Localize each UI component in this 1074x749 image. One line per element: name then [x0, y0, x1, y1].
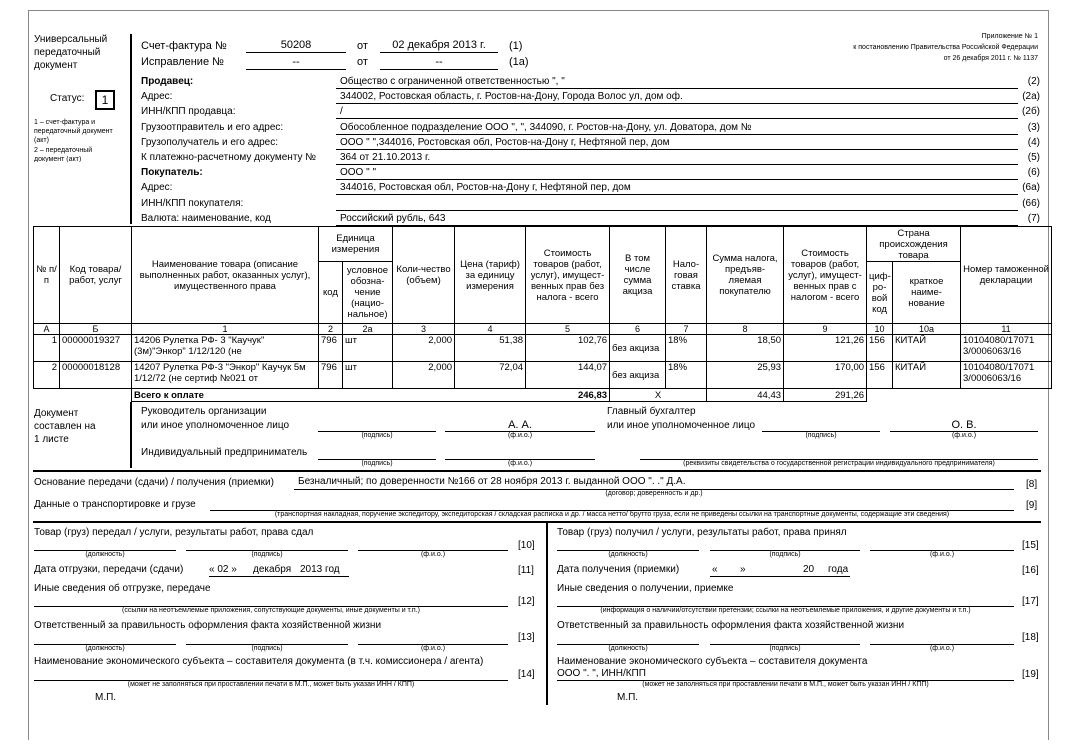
ship-day: « 02 » [209, 564, 237, 575]
status-note-1b: передаточный документ [34, 128, 113, 135]
party-label: Адрес: [141, 91, 173, 102]
right-other-caption: (информация о наличии/отсутствии претензии; ссылки на неотъемлемые приложения, и другие документы и т.п.) [600, 607, 971, 614]
column-number: Б [60, 324, 132, 335]
party-ref: (5) [1027, 152, 1040, 163]
th-unit: Единица измерения [319, 227, 393, 262]
status-value: 1 [95, 90, 115, 110]
left-entity-ref: [14] [518, 669, 535, 680]
transport-ref: [9] [1026, 500, 1038, 511]
left-resp-pos-caption: (должность) [85, 645, 125, 652]
th-qty: Коли-чество (объем) [393, 227, 455, 324]
correction-date: -- [435, 56, 443, 68]
status-note-1a: 1 – счет-фактура и [34, 119, 96, 126]
column-number: 8 [707, 324, 784, 335]
cell-unit-code: 796 [319, 335, 343, 362]
th-tax: Сумма налога, предъяв-ляемая покупателю [707, 227, 784, 324]
th-price: Цена (тариф) за единицу измерения [455, 227, 526, 324]
left-border [28, 10, 29, 740]
recv-year-value: 20 [803, 564, 815, 575]
th-country-code: циф-ро-вой код [867, 262, 893, 324]
cell-excise: без акциза [610, 335, 666, 362]
received-ref: [15] [1022, 540, 1039, 551]
right-resp-name-caption: (ф.и.о.) [929, 645, 955, 652]
recv-date-label: Дата получения (приемки) [557, 564, 680, 575]
cell-unit-name: шт [343, 362, 393, 389]
head-label-2: или иное уполномоченное лицо [141, 420, 290, 431]
party-ref: (66) [1022, 198, 1040, 209]
th-unit-name: условное обозна-чение (нацио-нальное) [343, 262, 393, 324]
party-ref: (6а) [1022, 182, 1040, 193]
column-number: 10а [893, 324, 961, 335]
cell-total: 170,00 [784, 362, 867, 389]
correction-label: Исправление № [141, 56, 224, 68]
ship-date-label: Дата отгрузки, передачи (сдачи) [34, 564, 184, 575]
party-value: / [340, 106, 343, 117]
column-number: 11 [961, 324, 1052, 335]
recv-year-label: года [828, 564, 849, 575]
right-resp-ref: [18] [1022, 632, 1039, 643]
left-other-caption: (ссылки на неотъемлемые приложения, сопутствующие документы, иные документы и т.п.) [121, 607, 420, 614]
chief-acc-label-1: Главный бухгалтер [607, 406, 696, 417]
right-entity-ref: [19] [1022, 669, 1039, 680]
party-label: Адрес: [141, 182, 173, 193]
total-excise: Х [610, 389, 707, 402]
left-other-ref: [12] [518, 596, 535, 607]
top-border [28, 10, 1048, 11]
goods-table [33, 226, 1052, 402]
column-number: А [34, 324, 60, 335]
party-label: Валюта: наименование, код [141, 213, 271, 224]
ship-month: декабря [253, 564, 292, 575]
cell-country-code: 156 [867, 362, 893, 389]
party-ref: (2б) [1022, 106, 1040, 117]
doc-sheets-3: 1 листе [34, 434, 69, 445]
handed-label: Товар (груз) передал / услуги, результаты работ, права сдал [34, 527, 314, 538]
appendix-line3: от 26 декабря 2011 г. № 1137 [943, 55, 1038, 62]
left-resp-label: Ответственный за правильность оформления факта хозяйственной жизни [34, 620, 382, 631]
cell-qty: 2,000 [393, 362, 455, 389]
cell-cost: 144,07 [526, 362, 610, 389]
handed-pos-caption: (должность) [85, 551, 125, 558]
cell-code: 00000019327 [60, 335, 132, 362]
th-excise: В том числе сумма акциза [610, 227, 666, 324]
doc-sheets-2: составлен на [34, 421, 96, 432]
table-row [34, 362, 1052, 389]
cell-no: 1 [34, 335, 60, 362]
handed-ref: [10] [518, 540, 535, 551]
th-rate: Нало-говая ставка [666, 227, 707, 324]
appendix-line1: Приложение № 1 [981, 33, 1038, 40]
right-entity-caption: (может не заполняться при проставлении печати в М.П., может быть указан ИНН / КПП) [642, 681, 929, 688]
total-row [34, 389, 1052, 402]
invoice-from-label: от [357, 40, 368, 52]
table-row [34, 335, 1052, 362]
left-other-label: Иные сведения об отгрузке, передаче [34, 583, 211, 594]
party-value: 344002, Ростовская область, г. Ростов-на-Дону, Городa Волос ул, дом оф. [340, 91, 683, 102]
cell-cost: 102,76 [526, 335, 610, 362]
cell-qty: 2,000 [393, 335, 455, 362]
th-country-name: краткое наиме-нование [893, 262, 961, 324]
received-name-caption: (ф.и.о.) [929, 551, 955, 558]
recv-date-line[interactable] [710, 576, 850, 577]
left-resp-ref: [13] [518, 632, 535, 643]
entrepreneur-label: Индивидуальный предприниматель [141, 447, 308, 458]
header-separator [130, 34, 132, 224]
entrepreneur-name-caption: (ф.и.о.) [507, 460, 533, 467]
party-value: 344016, Ростовская обл, Ростов-на-Дону г, Нефтяной пер, дом [340, 182, 631, 193]
correction-ref: (1а) [509, 56, 529, 68]
received-label: Товар (груз) получил / услуги, результаты работ, права принял [557, 527, 847, 538]
cell-country-name: КИТАЙ [893, 362, 961, 389]
basis-ref: [8] [1026, 479, 1038, 490]
cell-customs: 10104080/17071 3/0006063/16 [961, 335, 1052, 362]
cell-name: 14207 Рулетка РФ-3 "Энкор" Каучук 5м 1/12/72 (не сертиф №021 от [132, 362, 319, 389]
status-note-2b: документ (акт) [34, 156, 82, 162]
recv-day-close: » [740, 564, 746, 575]
received-sign-caption: (подпись) [769, 551, 801, 558]
invoice-number: 50208 [280, 39, 312, 51]
cell-name: 14206 Рулетка РФ- 3 "Каучук"(3м)"Энкор" 1/12/120 (не [132, 335, 319, 362]
party-value: 364 от 21.10.2013 г. [340, 152, 431, 163]
cell-unit-code: 796 [319, 362, 343, 389]
party-value: Общество с ограниченной ответственностью ", " [340, 76, 565, 87]
party-value: ООО " " [340, 167, 376, 178]
column-number: 2а [343, 324, 393, 335]
recv-day-open: « [712, 564, 718, 575]
total-sum: 291,26 [784, 389, 867, 402]
total-tax: 44,43 [707, 389, 784, 402]
party-ref: (4) [1027, 137, 1040, 148]
head-name: А. А. [508, 419, 532, 431]
column-numbers-row [34, 324, 1052, 335]
th-cost: Стоимость товаров (работ, услуг), имущест-венных прав без налога - всего [526, 227, 610, 324]
ship-year: 2013 год [300, 564, 340, 575]
column-number: 4 [455, 324, 526, 335]
cell-code: 00000018128 [60, 362, 132, 389]
party-ref: (2) [1027, 76, 1040, 87]
th-unit-code: код [319, 262, 343, 324]
right-resp-label: Ответственный за правильность оформления факта хозяйственной жизни [557, 620, 905, 631]
cell-country-code: 156 [867, 335, 893, 362]
head-sign-caption: (подпись) [361, 432, 393, 439]
transport-label: Данные о транспортировке и грузе [34, 499, 196, 510]
head-label-1: Руководитель организации [141, 406, 267, 417]
cell-unit-name: шт [343, 335, 393, 362]
column-number: 10 [867, 324, 893, 335]
right-resp-pos-caption: (должность) [608, 645, 648, 652]
party-ref: (3) [1027, 122, 1040, 133]
basis-value: Безналичный; по доверенности №166 от 28 ноября 2013 г. выданной ООО ". ." Д.А. [298, 476, 686, 487]
basis-caption: (договор; доверенность и др.) [605, 490, 703, 497]
upd-title-1: Универсальный [34, 34, 108, 45]
right-other-ref: [17] [1022, 596, 1039, 607]
correction-from-label: от [357, 56, 368, 68]
party-ref: (6) [1027, 167, 1040, 178]
party-value: ООО " ",344016, Ростовская обл, Ростов-на-Дону г, Нефтяной пер, дом [340, 137, 670, 148]
column-number: 2 [319, 324, 343, 335]
party-ref: (2а) [1022, 91, 1040, 102]
party-label: К платежно-расчетному документу № [141, 152, 317, 163]
status-label: Статус: [50, 93, 85, 104]
party-value: Обособленное подразделение ООО ", ", 344090, г. Ростов-на-Дону, ул. Доватора, дом № [340, 122, 752, 133]
total-label: Всего к оплате [134, 389, 204, 401]
party-label: ИНН/КПП продавца: [141, 106, 236, 117]
left-entity-label: Наименование экономического субъекта – составителя документа (в т.ч. комиссионера / агента) [34, 656, 484, 667]
cell-rate: 18% [666, 335, 707, 362]
invoice-label: Счет-фактура № [141, 40, 227, 52]
cell-total: 121,26 [784, 335, 867, 362]
column-number: 1 [132, 324, 319, 335]
party-label: ИНН/КПП покупателя: [141, 198, 244, 209]
party-label: Покупатель: [141, 167, 203, 178]
right-other-label: Иные сведения о получении, приемке [557, 583, 734, 594]
cell-excise: без акциза [610, 362, 666, 389]
chief-acc-sign-caption: (подпись) [805, 432, 837, 439]
right-mp: М.П. [617, 692, 639, 703]
correction-number: -- [292, 56, 300, 68]
th-customs: Номер таможенной декларации [961, 227, 1052, 324]
cell-price: 72,04 [455, 362, 526, 389]
th-country: Страна происхождения товара [867, 227, 961, 262]
th-name: Наименование товара (описание выполненных работ, оказанных услуг), имущественного права [132, 227, 319, 324]
left-resp-sign-caption: (подпись) [251, 645, 283, 652]
invoice-date: 02 декабря 2013 г. [392, 39, 486, 51]
th-total: Стоимость товаров (работ, услуг), имущест-венных прав с налогом - всего [784, 227, 867, 324]
status-note-1c: (акт) [34, 137, 49, 144]
column-number: 9 [784, 324, 867, 335]
upd-title-3: документ [34, 60, 78, 71]
doc-sheets-1: Документ [34, 408, 79, 419]
party-label: Грузополучатель и его адрес: [141, 137, 278, 148]
right-entity-value: ООО ". ", ИНН/КПП [557, 668, 646, 679]
column-number: 6 [610, 324, 666, 335]
right-resp-sign-caption: (подпись) [769, 645, 801, 652]
chief-acc-name: О. В. [951, 419, 977, 431]
handed-sign-caption: (подпись) [251, 551, 283, 558]
cell-rate: 18% [666, 362, 707, 389]
party-label: Грузоотправитель и его адрес: [141, 122, 284, 133]
cell-customs: 10104080/17071 3/0006063/16 [961, 362, 1052, 389]
total-cost: 246,83 [577, 389, 608, 401]
right-entity-label: Наименование экономического субъекта – составителя документа [557, 656, 868, 667]
appendix-line2: к постановлению Правительства Российской Федерации [853, 44, 1038, 51]
received-pos-caption: (должность) [608, 551, 648, 558]
chief-acc-name-caption: (ф.и.о.) [951, 432, 977, 439]
invoice-ref: (1) [509, 40, 523, 52]
registration-caption: (реквизиты свидетельства о государственной регистрации индивидуального предпринимателя) [683, 460, 995, 467]
handed-name-caption: (ф.и.о.) [420, 551, 446, 558]
party-ref: (7) [1027, 213, 1040, 224]
upd-title-2: передаточный [34, 47, 101, 58]
column-number: 7 [666, 324, 707, 335]
status-note-2a: 2 – передаточный [34, 147, 93, 154]
transport-caption: (транспортная накладная, поручение экспедитору, экспедиторская / складская расписка и др. / масса нетто/ брутто груза, если не приведены ссылки на транспортные документы, содержащие эти сведения) [274, 511, 950, 518]
basis-label: Основание передачи (сдачи) / получения (приемки) [34, 477, 274, 488]
chief-acc-label-2: или иное уполномоченное лицо [607, 420, 756, 431]
column-number: 3 [393, 324, 455, 335]
th-no: № п/п [34, 227, 60, 324]
head-name-caption: (ф.и.о.) [507, 432, 533, 439]
cell-no: 2 [34, 362, 60, 389]
cell-tax: 18,50 [707, 335, 784, 362]
recv-ref: [16] [1022, 565, 1039, 576]
left-entity-caption: (может не заполняться при проставлении печати в М.П., может быть указан ИНН / КПП) [127, 681, 415, 688]
cell-tax: 25,93 [707, 362, 784, 389]
th-code: Код товара/ работ, услуг [60, 227, 132, 324]
left-mp: М.П. [95, 692, 117, 703]
left-resp-name-caption: (ф.и.о.) [420, 645, 446, 652]
cell-country-name: КИТАЙ [893, 335, 961, 362]
cell-price: 51,38 [455, 335, 526, 362]
column-number: 5 [526, 324, 610, 335]
ship-ref: [11] [518, 565, 534, 576]
party-label: Продавец: [141, 76, 194, 87]
party-value: Российский рубль, 643 [340, 213, 446, 224]
entrepreneur-sign-caption: (подпись) [361, 460, 393, 467]
